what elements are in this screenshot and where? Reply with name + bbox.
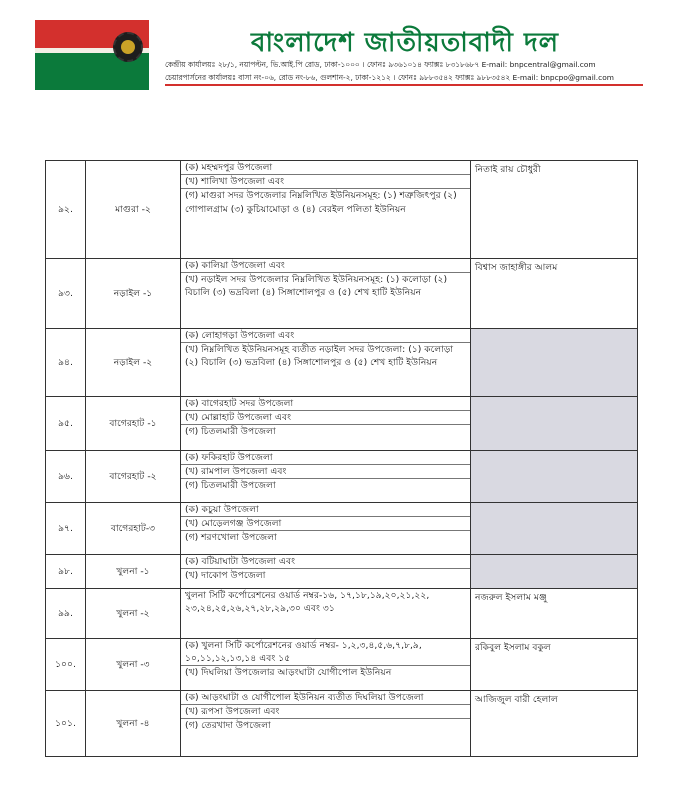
table-row xyxy=(46,329,638,397)
area-list-cell xyxy=(181,259,471,329)
area-line: (খ) রূপসা উপজেলা এবং xyxy=(181,704,470,718)
area-line: (ক) খুলনা সিটি কর্পোরেশনের ওয়ার্ড নম্বর- ১,২,৩,৪,৫,৬,৭,৮,৯, ১০,১১,১২,১৩,১৪ এবং ১৫ xyxy=(185,640,422,665)
table-row xyxy=(46,691,638,757)
area-list-cell xyxy=(181,161,471,259)
table-row xyxy=(46,555,638,589)
constituency-name-cell: নড়াইল -২ xyxy=(86,329,181,397)
constituency-name-cell: বাগেরহাট -১ xyxy=(86,397,181,451)
table-row xyxy=(46,259,638,329)
area-line: (খ) রামপাল উপজেলা এবং xyxy=(181,464,470,478)
area-line: (ক) লোহাগড়া উপজেলা এবং xyxy=(185,330,295,341)
serial-number-cell: ৯৭. xyxy=(46,503,86,555)
area-line: (খ) দাকোপ উপজেলা xyxy=(181,568,470,582)
candidate-cell xyxy=(471,503,638,555)
area-list-cell xyxy=(181,451,471,503)
area-line: (গ) মাগুরা সদর উপজেলার নিম্নলিখিত ইউনিয়নসমূহ: (১) শত্রুজিৎপুর (২) গোপালগ্রাম (৩) কুচিয়ামোড়া ও (৪) বেরইল পলিতা ইউনিয়ন xyxy=(181,188,470,215)
area-line: (খ) মোড়েলগঞ্জ উপজেলা xyxy=(181,516,470,530)
serial-number-cell: ৯৫. xyxy=(46,397,86,451)
area-list-cell xyxy=(181,639,471,691)
serial-number-cell: ৯৪. xyxy=(46,329,86,397)
constituency-name-cell: খুলনা -৪ xyxy=(86,691,181,757)
area-line: (খ) দিঘলিয়া উপজেলার আড়ংঘাটা যোগীপোল ইউনিয়ন xyxy=(181,665,470,679)
area-line: (খ) শালিখা উপজেলা এবং xyxy=(181,174,470,188)
constituency-name-cell: মাগুরা -২ xyxy=(86,161,181,259)
area-line: (ক) বটিয়াঘাটা উপজেলা এবং xyxy=(185,556,296,567)
table-row xyxy=(46,397,638,451)
area-line: (ক) মহম্মদপুর উপজেলা xyxy=(185,162,273,173)
table-row xyxy=(46,503,638,555)
area-line: (ক) কালিয়া উপজেলা এবং xyxy=(185,260,285,271)
emblem-center-icon xyxy=(121,40,135,54)
central-office-address: কেন্দ্রীয় কার্যালয়ঃ ২৮/১, নয়াপল্টন, ভি.আই.পি রোড, ঢাকা-১০০০ । ফোনঃ ৯৩৬১০১৪ ফ্যাক্সঃ ৮৩১৮৬৮৭ E-mail: bnpcentral@gmail.com xyxy=(165,60,596,69)
area-list-cell xyxy=(181,589,471,639)
constituency-table-body xyxy=(46,161,638,757)
area-line: খুলনা সিটি কর্পোরেশনের ওয়ার্ড নম্বর-১৬, ১৭,১৮,১৯,২০,২১,২২, ২৩,২৪,২৫,২৬,২৭,২৮,২৯,৩০ এবং ৩১ xyxy=(185,590,430,615)
serial-number-cell: ৯৩. xyxy=(46,259,86,329)
candidate-cell: নিতাই রায় চৌধুরী xyxy=(471,161,638,259)
area-line: (ক) আড়ংঘাটা ও যোগীপোল ইউনিয়ন ব্যতীত দিঘলিয়া উপজেলা xyxy=(185,692,424,703)
chairperson-office-address: চেয়ারপার্সনের কার্যালয়ঃ বাসা নং-০৬, রোড নং-৮৬, গুলশান-২, ঢাকা-১২১২ । ফোনঃ ৯৮৮৩৫৪২ ফ্যাক্সঃ ৯৮৮৩৫৪২ E-mail: bnpcpo@gmail.com xyxy=(165,73,614,82)
header-divider xyxy=(165,84,643,86)
table-row xyxy=(46,161,638,259)
constituency-name-cell: নড়াইল -১ xyxy=(86,259,181,329)
candidate-cell xyxy=(471,555,638,589)
area-line: (গ) চিতলমারী উপজেলা xyxy=(181,478,470,492)
table-row xyxy=(46,451,638,503)
party-name-heading: বাংলাদেশ জাতীয়তাবাদী দল xyxy=(251,28,559,58)
area-line: (খ) নিম্নলিখিত ইউনিয়নসমূহ ব্যতীত নড়াইল সদর উপজেলা: (১) কলোড়া (২) বিচালি (৩) ভদ্রবিলা (৪) সিঙ্গাশোলপুর ও (৫) শেখ হাটি ইউনিয়ন xyxy=(181,342,470,369)
area-line: (ক) কচুয়া উপজেলা xyxy=(185,504,259,515)
constituency-name-cell: খুলনা -২ xyxy=(86,589,181,639)
candidate-cell xyxy=(471,451,638,503)
constituency-name-cell: খুলনা -১ xyxy=(86,555,181,589)
constituency-name-cell: বাগেরহাট-৩ xyxy=(86,503,181,555)
constituency-name-cell: বাগেরহাট -২ xyxy=(86,451,181,503)
constituency-table xyxy=(45,160,638,757)
candidate-cell xyxy=(471,397,638,451)
candidate-cell xyxy=(471,329,638,397)
table-row xyxy=(46,589,638,639)
area-line: (খ) নড়াইল সদর উপজেলার নিম্নলিখিত ইউনিয়নসমূহ: (১) কলোড়া (২) বিচালি (৩) ভদ্রবিলা (৪) সিঙ্গাশোলপুর ও (৫) শেখ হাটি ইউনিয়ন xyxy=(181,272,470,299)
area-line: (গ) তেরখাদা উপজেলা xyxy=(181,718,470,732)
area-list-cell xyxy=(181,329,471,397)
area-list-cell xyxy=(181,397,471,451)
area-line: (খ) মোল্লাহাট উপজেলা এবং xyxy=(181,410,470,424)
serial-number-cell: ৯৬. xyxy=(46,451,86,503)
area-line: (ক) ফকিরহাট উপজেলা xyxy=(185,452,273,463)
constituency-name-cell: খুলনা -৩ xyxy=(86,639,181,691)
area-list-cell xyxy=(181,691,471,757)
area-line: (ক) বাগেরহাট সদর উপজেলা xyxy=(185,398,294,409)
serial-number-cell: ১০০. xyxy=(46,639,86,691)
party-flag-emblem xyxy=(35,20,149,90)
table-row xyxy=(46,639,638,691)
serial-number-cell: ৯২. xyxy=(46,161,86,259)
area-line: (গ) শরণখোলা উপজেলা xyxy=(181,530,470,544)
area-line: (গ) চিতলমারী উপজেলা xyxy=(181,424,470,438)
candidate-cell: আজিজুল বারী হেলাল xyxy=(471,691,638,757)
area-list-cell xyxy=(181,555,471,589)
area-list-cell xyxy=(181,503,471,555)
candidate-cell: বিশ্বাস জাহাঙ্গীর আলম xyxy=(471,259,638,329)
serial-number-cell: ১০১. xyxy=(46,691,86,757)
candidate-cell: নজরুল ইসলাম মঞ্জু xyxy=(471,589,638,639)
serial-number-cell: ৯৮. xyxy=(46,555,86,589)
candidate-cell: রকিবুল ইসলাম বকুল xyxy=(471,639,638,691)
serial-number-cell: ৯৯. xyxy=(46,589,86,639)
